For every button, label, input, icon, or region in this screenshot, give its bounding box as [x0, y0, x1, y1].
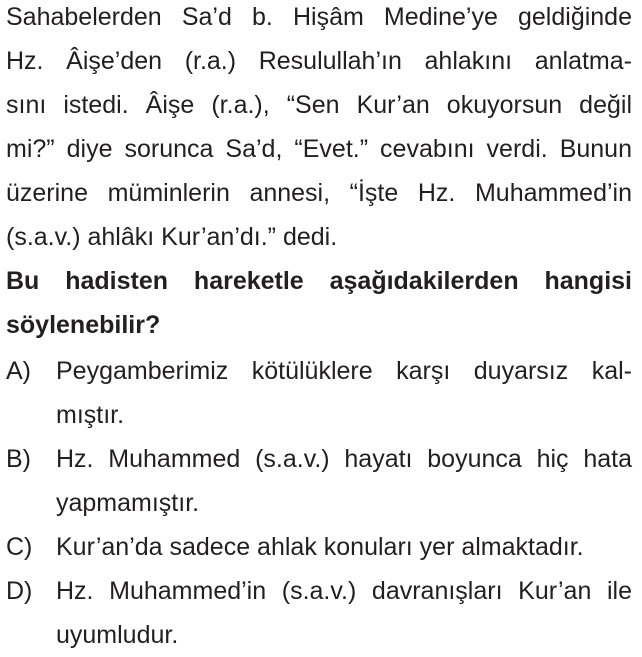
option-letter: A) [6, 357, 31, 385]
option-letter: D) [6, 577, 33, 605]
passage-line: mi?” diye sorunca Sa’d, “Evet.” cevabını verdi. Bunun [6, 135, 632, 163]
option-text: Hz. Muhammed (s.a.v.) hayatı boyunca hiç hata [56, 445, 632, 473]
passage-line: sını istedi. Âişe (r.a.), “Sen Kur’an okuyorsun değil [6, 91, 632, 119]
option-text: Hz. Muhammed’in (s.a.v.) davranışları Kur’an ile [56, 577, 632, 605]
option-text: yapmamıştır. [56, 489, 200, 517]
option-text: mıştır. [56, 401, 125, 429]
question-line: söylenebilir? [6, 311, 161, 339]
option-text: uyumludur. [56, 621, 179, 649]
passage-line: Sahabelerden Sa’d b. Hişâm Medine’ye geldiğinde [6, 3, 632, 31]
option-text: Kur’an’da sadece ahlak konuları yer almaktadır. [56, 533, 584, 561]
passage-line: Hz. Âişe’den (r.a.) Resulullah’ın ahlakını anlatma- [6, 47, 632, 75]
option-text: Peygamberimiz kötülüklere karşı duyarsız kal- [56, 357, 632, 385]
option-letter: C) [6, 533, 33, 561]
passage-line: üzerine müminlerin annesi, “İşte Hz. Muhammed’in [6, 179, 632, 207]
option-letter: B) [6, 445, 31, 473]
passage-line: (s.a.v.) ahlâkı Kur’an’dı.” dedi. [6, 223, 338, 251]
question-line: Bu hadisten hareketle aşağıdakilerden hangisi [6, 267, 632, 295]
